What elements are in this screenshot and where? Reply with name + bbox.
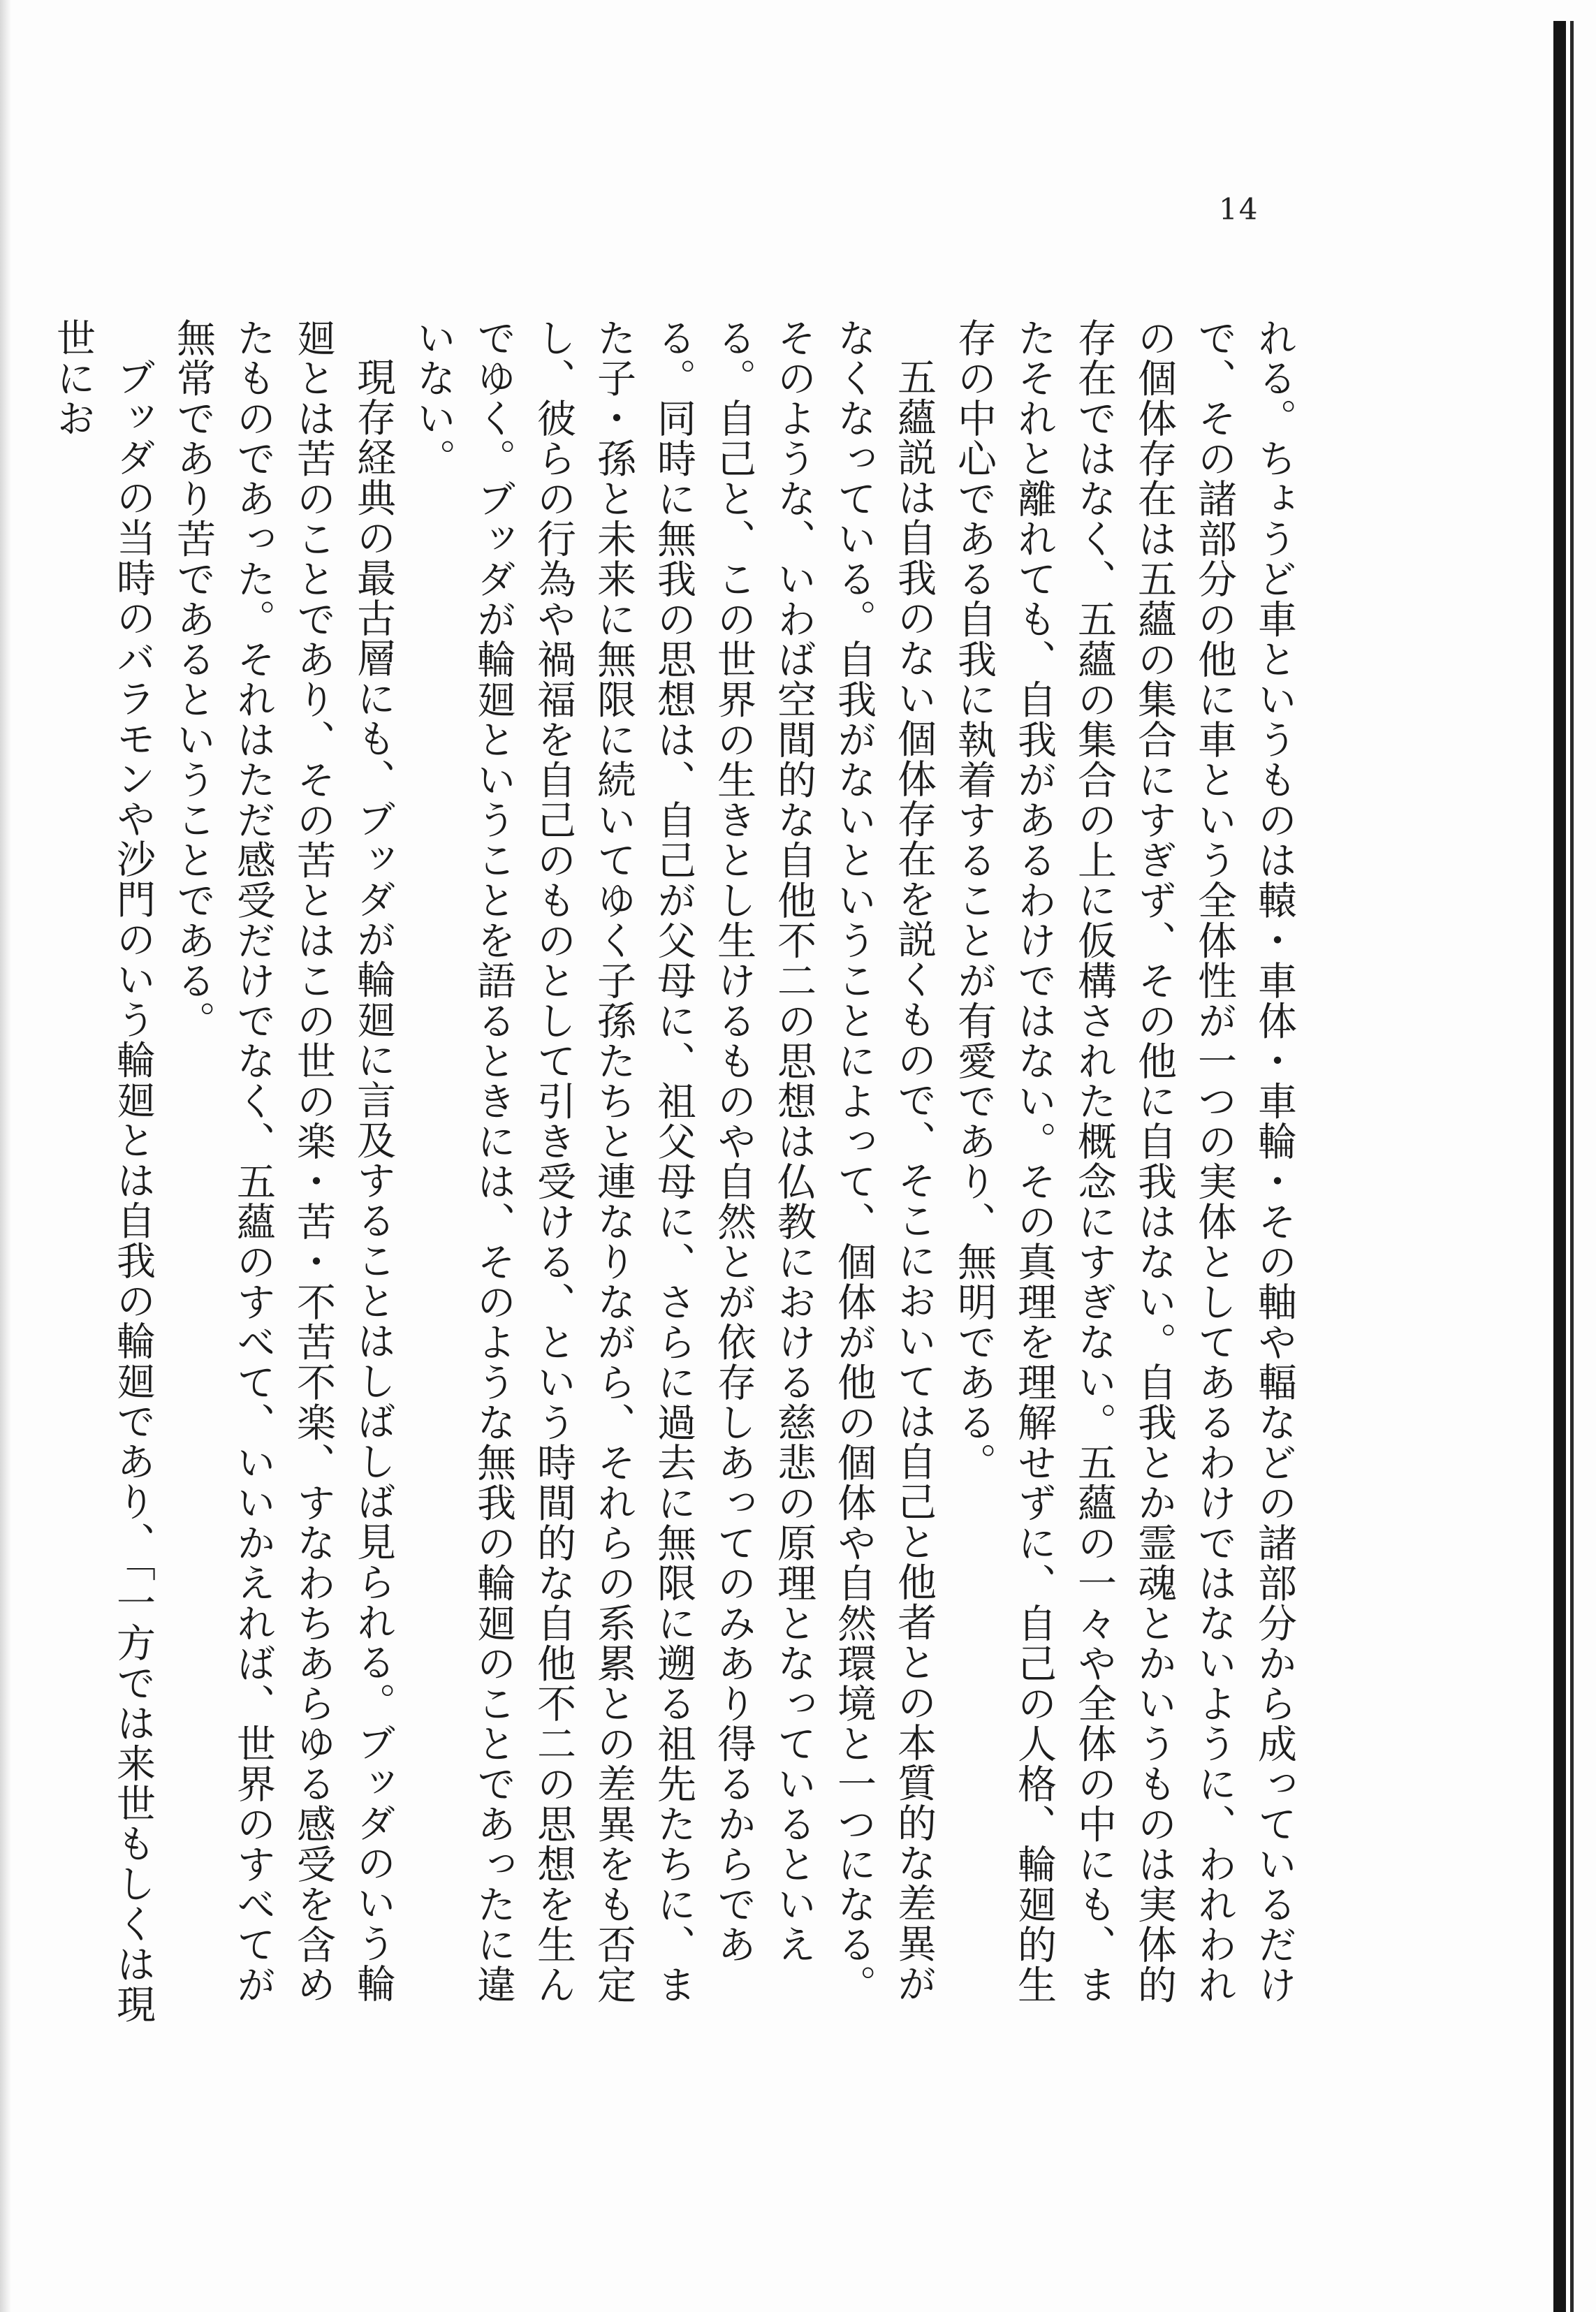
- paragraph-1: れる。ちょうど車というものは轅・車体・車輪・その軸や輻などの諸部分から成っているだけで、その諸部分の他に車という全体性が一つの実体としてあるわけではないように、われわれの個体存在は五蘊の集合にすぎず、その他に自我はない。自我とか霊魂とかいうものは実体的存在ではなく、五蘊の集合の上に仮構された概念にすぎない。五蘊の一々や全体の中にも、またそれと離れても、自我があるわけではない。その真理を理解せずに、自己の人格、輪廻的生存の中心である自我に執着することが有愛であり、無明である。: [951, 318, 1297, 2005]
- scan-edge-shadow: [0, 0, 11, 2312]
- paragraph-2: 五蘊説は自我のない個体存在を説くもので、そこにおいては自己と他者との本質的な差異がなくなっている。自我がないということによって、個体が他の個体や自然環境と一つになる。そのような、いわば空間的な自他不二の思想は仏教における慈悲の原理となっているといえる。自己と、この世界の生きとし生けるものや自然とが依存しあってのみあり得るからである。同時に無我の思想は、自己が父母に、祖父母に、さらに過去に無限に遡る祖先たちに、また子・孫と未来に無限に続いてゆく子孫たちと連なりながら、それらの系累との差異をも否定し、彼らの行為や禍福を自己のものとして引き受ける、という時間的な自他不二の思想を生んでゆく。ブッダが輪廻ということを語るときには、そのような無我の輪廻のことであったに違いない。: [411, 318, 937, 2005]
- page-number: 14: [1219, 192, 1259, 226]
- body-text: [43, 318, 1304, 2036]
- paragraph-4: ブッダの当時のバラモンや沙門のいう輪廻とは自我の輪廻であり、「一方では来世もしくは現世にお: [50, 318, 156, 2024]
- binding-edge-line: [1570, 21, 1574, 2312]
- binding-edge: [1553, 21, 1566, 2312]
- paragraph-3: 現存経典の最古層にも、ブッダが輪廻に言及することはしばしば見られる。ブッダのいう輪廻とは苦のことであり、その苦とはこの世の楽・苦・不苦不楽、すなわちあらゆる感受を含めたものであった。それはただ感受だけでなく、五蘊のすべて、いいかえれば、世界のすべてが無常であり苦であるということである。: [170, 318, 396, 2005]
